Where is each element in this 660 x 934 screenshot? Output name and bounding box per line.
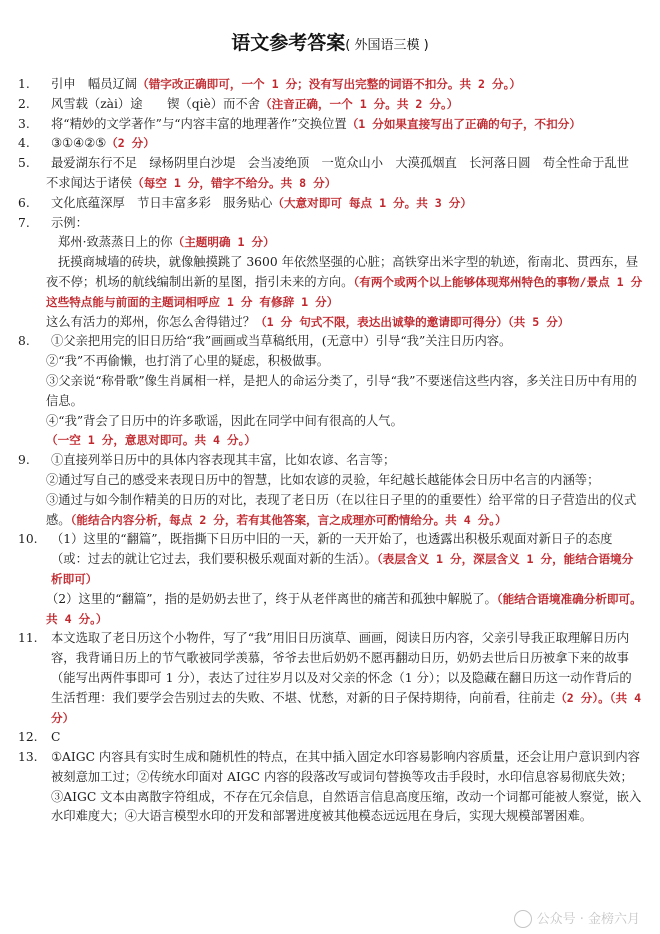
answer-point: ①父亲把用完的旧日历给“我”画画或当草稿纸用，(无意中）引导“我”关注日历内容。: [51, 334, 512, 349]
scoring-note: （2 分）: [106, 136, 155, 151]
item-number: 7.: [18, 215, 30, 230]
example-body: 抚摸商城墙的砖块，就像触摸跳了 3600 年依然坚强的心脏；高铁穿出米字型的轨迹，衔南北、贯西东，昼夜不停；机场的航线编制出新的星图，指引未来的方向。: [46, 255, 639, 289]
wechat-logo-icon: [514, 910, 532, 928]
answer-text: 将“精妙的文学著作”与“内容丰富的地理著作”交换位置: [51, 116, 347, 131]
answer-text: 示例：: [51, 215, 88, 230]
answer-text: C: [51, 730, 61, 745]
title-subtitle: ( 外国语三模 ): [345, 38, 429, 53]
scoring-note: （错字改正确即可，一个 1 分；没有写出完整的词语不扣分。共 2 分。）: [137, 77, 521, 91]
answer-7-body: [18, 253, 644, 312]
answer-point: ③父亲说“称骨歌”像生肖属相一样，是把人的命运分类了，引导“我”不要迷信这些内容，多关注日历中有用的信息。: [46, 373, 637, 408]
answer-point: ②通过写自己的感受来表现日历中的智慧，比如农谚的灵验，年纪越长越能体会日历中名言的内涵等；: [46, 472, 600, 487]
answer-text: 文化底蕴深厚 节日丰富多彩 服务贴心: [51, 195, 273, 210]
watermark-text: 公众号 · 金榜六月: [536, 911, 640, 927]
item-number: 1.: [18, 77, 30, 91]
answer-text: 风雪载（zài）途 锲（qiè）而不舍: [51, 96, 260, 111]
answer-8-point-2: [18, 352, 644, 372]
example-title: 郑州·致蒸蒸日上的你: [58, 235, 173, 250]
title-main: 语文参考答案: [231, 32, 346, 54]
answer-9-point-2: [18, 471, 644, 491]
answer-text: 本文选取了老日历这个小物件，写了“我”用旧日历演草、画画，阅读日历内容，父亲引导我正取理解日历内容，我背诵日历上的节气歌被同学羡慕，爷爷去世后奶奶不愿再翻动日历，奶奶去世后日历被拿下来的故事（能写出两件事即可 1 分），表达了过往岁月以及对父亲的怀念（1 分）；以及隐藏在翻日历这一动作背后的生活哲理：我们要学会告别过去的失败、不堪、忧愁，对新的日子保持期待，向前看，往前走: [51, 631, 632, 705]
answer-text: 最爱湖东行不足 绿杨阴里白沙堤 会当凌绝顶 一览众山小 大漠孤烟直 长河落日圆 苟全性命于乱世: [51, 156, 629, 171]
answer-1: [18, 75, 644, 95]
scoring-note: （一空 1 分，意思对即可。共 4 分。）: [46, 433, 256, 448]
answer-6: [18, 194, 644, 214]
page-title: [0, 28, 660, 55]
answer-point: ①直接列举日历中的具体内容表现其丰富，比如农谚、名言等；: [51, 453, 396, 468]
answer-3: [18, 115, 644, 135]
item-number: 6.: [18, 195, 30, 210]
answer-9: [18, 451, 644, 471]
answer-2: [18, 95, 644, 115]
answer-9-point-3: [18, 491, 644, 531]
answer-5-cont: [18, 174, 644, 194]
answer-11: [18, 629, 644, 728]
item-number: 4.: [18, 136, 30, 151]
answer-12: [18, 728, 644, 748]
answer-10: [18, 530, 644, 589]
watermark: [514, 908, 640, 929]
item-number: 11.: [18, 631, 38, 646]
example-closing: 这么有活力的郑州，你怎么舍得错过？: [46, 314, 256, 329]
item-number: 8.: [18, 334, 30, 349]
answer-7: [18, 214, 644, 234]
answer-point: ④“我”背会了日历中的许多歌谣，因此在同学中间有很高的人气。: [46, 413, 403, 428]
scoring-note: （大意对即可 每点 1 分。共 3 分）: [272, 195, 472, 210]
scoring-note: （注音正确，一个 1 分。共 2 分。）: [259, 96, 459, 111]
answers-list: [18, 75, 644, 827]
answer-13: [18, 748, 644, 827]
item-number: 9.: [18, 453, 30, 468]
answer-point: ③通过与如今制作精美的日历的对比，表现了老日历（在以往日子里的的重要性）给平常的日子营造出的仪式感。: [46, 492, 637, 527]
answer-part-2: （2）这里的“翻篇”，指的是奶奶去世了，终于从老伴离世的痛苦和孤独中解脱了。: [46, 591, 497, 606]
scoring-note: （1 分 句式不限，表达出诚挚的邀请即可得分）（共 5 分）: [255, 314, 570, 329]
answer-part-1: （1）这里的“翻篇”，既指撕下日历中旧的一天，新的一天开始了，也透露出积极乐观面对新日子的态度（或：过去的就让它过去，我们要积极乐观面对新的生活）。: [51, 532, 613, 567]
answer-7-closing: [18, 313, 644, 333]
scoring-note: （表层含义 1 分，深层含义 1 分，能结合语境分析即可）: [51, 552, 634, 586]
scoring-note: （能结合语境准确分析即可。共 4 分。）: [46, 591, 642, 626]
scoring-note: （1 分如果直接写出了正确的句子，不扣分）: [346, 116, 581, 131]
item-number: 13.: [18, 750, 38, 765]
item-number: 2.: [18, 96, 30, 111]
answer-8-note: [18, 431, 644, 451]
scoring-note: （每空 1 分，错字不给分。共 8 分）: [132, 175, 337, 190]
answer-4: [18, 134, 644, 154]
item-number: 12.: [18, 730, 38, 745]
item-number: 3.: [18, 116, 30, 131]
answer-text: ①AIGC 内容具有实时生成和随机性的特点，在其中插入固定水印容易影响内容质量，还会让用户意识到内容被刻意加工过；②传统水印面对 AIGC 内容的段落改写或词句替换等攻击手段时，水印信息容易彻底失效；③AIGC 文本由离散字符组成，不存在冗余信息，自然语言信息高度压缩，改动一个词都可能被人察觉，嵌入水印难度大；④大语言模型水印的开发和部署进度被其他模态远远甩在身后，实现大规模部署困难。: [51, 750, 642, 824]
item-number: 10.: [18, 532, 38, 547]
answer-7-heading: [18, 233, 644, 253]
answer-text: ③①④②⑤: [51, 136, 107, 151]
item-number: 5.: [18, 156, 30, 171]
answer-8: [18, 332, 644, 352]
answer-8-point-3: [18, 372, 644, 412]
answer-text: 引申 幅员辽阔: [51, 77, 138, 91]
answer-point: ②“我”不再偷懒，也打消了心里的疑虑，积极做事。: [46, 354, 330, 369]
answer-10-part-2: [18, 590, 644, 630]
answer-8-point-4: [18, 412, 644, 432]
scoring-note: （能结合内容分析，每点 2 分，若有其他答案，言之成理亦可酌情给分。共 4 分。）: [70, 512, 507, 527]
scoring-note: （有两个或两个以上能够体现郑州特色的事物/景点 1 分 这些特点能与前面的主题词相呼应 1 分 有修辞 1 分）: [46, 274, 643, 309]
answer-5: [18, 154, 644, 174]
scoring-note: （2 分）。（共 4 分）: [51, 690, 642, 725]
scoring-note: （主题明确 1 分）: [172, 235, 275, 250]
answer-text: 不求闻达于诸侯: [46, 175, 133, 190]
